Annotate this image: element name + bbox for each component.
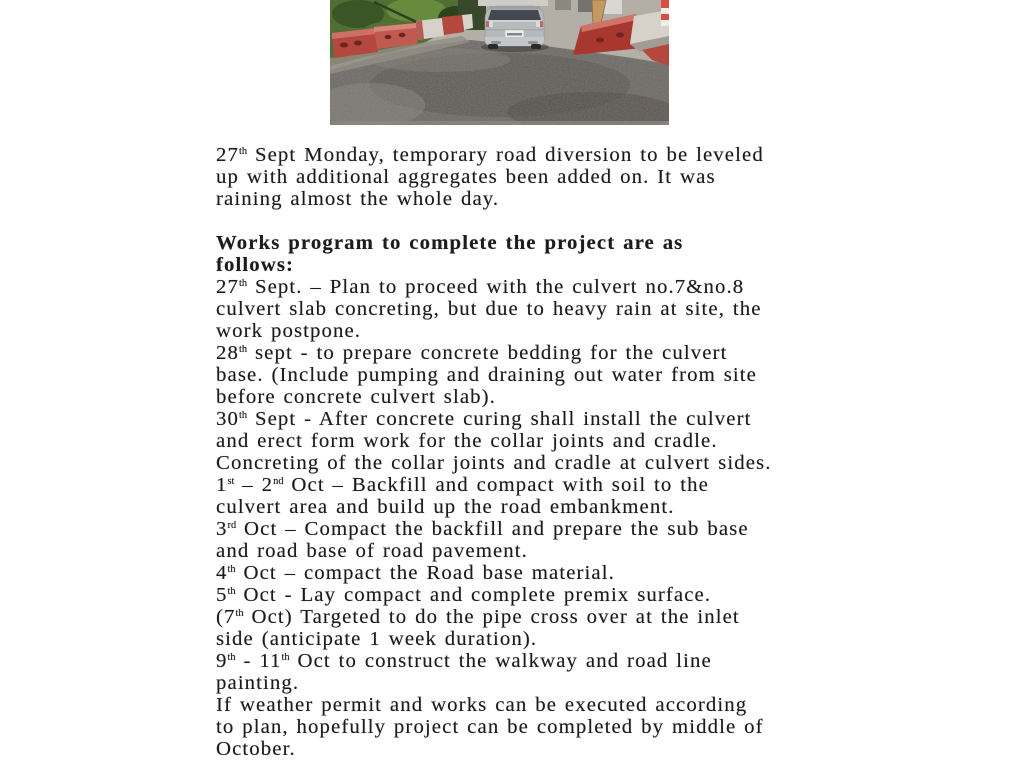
text-run: before concrete culvert slab).	[216, 386, 496, 408]
text-run: Oct – Backfill and compact with soil to the	[283, 474, 709, 496]
text-run: Oct – Compact the backfill and prepare the sub base	[236, 518, 749, 540]
text-run: 27	[216, 276, 239, 298]
text-run: culvert slab concreting, but due to heavy rain at site, the	[216, 298, 762, 320]
text-run: Oct – compact the Road base material.	[235, 562, 615, 584]
text-line	[216, 606, 861, 628]
text-run: Sept. – Plan to proceed with the culvert no.7&no.8	[247, 276, 745, 298]
text-run: culvert area and build up the road embankment.	[216, 496, 675, 518]
text-line	[216, 276, 861, 298]
photo-background-detail	[604, 0, 622, 14]
text-line	[216, 562, 861, 584]
text-run: – 2	[234, 474, 274, 496]
text-line	[216, 298, 861, 320]
text-run: and road base of road pavement.	[216, 540, 528, 562]
text-line	[216, 188, 861, 210]
text-line	[216, 694, 861, 716]
ordinal-superscript: th	[281, 652, 290, 663]
text-run: painting.	[216, 672, 300, 694]
works-program-heading-line	[216, 232, 861, 254]
photo-car-rear-window	[488, 10, 541, 20]
document-text	[216, 144, 861, 760]
text-run: 28	[216, 342, 239, 364]
text-line	[216, 584, 861, 606]
site-photo	[330, 0, 669, 125]
works-program-heading-line	[216, 254, 861, 276]
text-line	[216, 672, 861, 694]
text-run: 1	[216, 474, 228, 496]
text-line	[216, 144, 861, 166]
ordinal-superscript: st	[227, 476, 235, 487]
text-line	[216, 650, 861, 672]
text-line	[216, 738, 861, 760]
text-run: raining almost the whole day.	[216, 188, 500, 210]
text-run: 27	[216, 144, 239, 166]
text-line	[216, 628, 861, 650]
text-run: 3	[216, 518, 228, 540]
text-line	[216, 320, 861, 342]
text-line	[216, 342, 861, 364]
text-run: up with additional aggregates been added on. It was	[216, 166, 716, 188]
text-run: (7	[216, 606, 236, 628]
text-run: If weather permit and works can be executed according	[216, 694, 748, 716]
text-run: Oct) Targeted to do the pipe cross over at the inlet	[243, 606, 740, 628]
text-run: follows:	[216, 254, 295, 276]
text-run: Sept - After concrete curing shall install the culvert	[247, 408, 752, 430]
ordinal-superscript: th	[238, 344, 248, 355]
text-line	[216, 166, 861, 188]
ordinal-superscript: th	[238, 278, 248, 289]
text-run: and erect form work for the collar joints and cradle.	[216, 430, 718, 452]
text-run: Oct - Lay compact and complete premix surface.	[235, 584, 712, 606]
text-run: October.	[216, 738, 296, 760]
text-line	[216, 386, 861, 408]
photo-background-detail	[555, 0, 571, 10]
text-run: to plan, hopefully project can be completed by middle of	[216, 716, 764, 738]
photo-car	[481, 6, 549, 52]
text-run: Oct to construct the walkway and road line	[289, 650, 712, 672]
text-run: 4	[216, 562, 228, 584]
text-run: Sept Monday, temporary road diversion to be leveled	[247, 144, 764, 166]
text-run: 30	[216, 408, 239, 430]
ordinal-superscript: th	[238, 146, 248, 157]
ordinal-superscript: th	[227, 652, 236, 663]
ordinal-superscript: th	[227, 586, 236, 597]
text-line	[216, 452, 861, 474]
text-line	[216, 474, 861, 496]
text-line	[216, 496, 861, 518]
text-run: Works program to complete the project are as	[216, 232, 684, 254]
text-run: 9	[216, 650, 228, 672]
ordinal-superscript: nd	[273, 476, 284, 487]
ordinal-superscript: rd	[227, 520, 237, 531]
photo-sky-gap	[478, 0, 548, 6]
text-run: 5	[216, 584, 228, 606]
text-line	[216, 364, 861, 386]
text-run: sept - to prepare concrete bedding for the culvert	[247, 342, 728, 364]
text-line	[216, 540, 861, 562]
ordinal-superscript: th	[238, 410, 248, 421]
text-line	[216, 430, 861, 452]
text-line	[216, 716, 861, 738]
text-run: base. (Include pumping and draining out water from site	[216, 364, 757, 386]
text-line	[216, 408, 861, 430]
text-run: side (anticipate 1 week duration).	[216, 628, 538, 650]
text-run: - 11	[235, 650, 282, 672]
ordinal-superscript: th	[235, 608, 244, 619]
ordinal-superscript: th	[227, 564, 236, 575]
text-line	[216, 518, 861, 540]
text-run: Concreting of the collar joints and cradle at culvert sides.	[216, 452, 772, 474]
blank-line	[216, 210, 861, 232]
text-run: work postpone.	[216, 320, 362, 342]
site-photo-illustration	[330, 0, 669, 125]
